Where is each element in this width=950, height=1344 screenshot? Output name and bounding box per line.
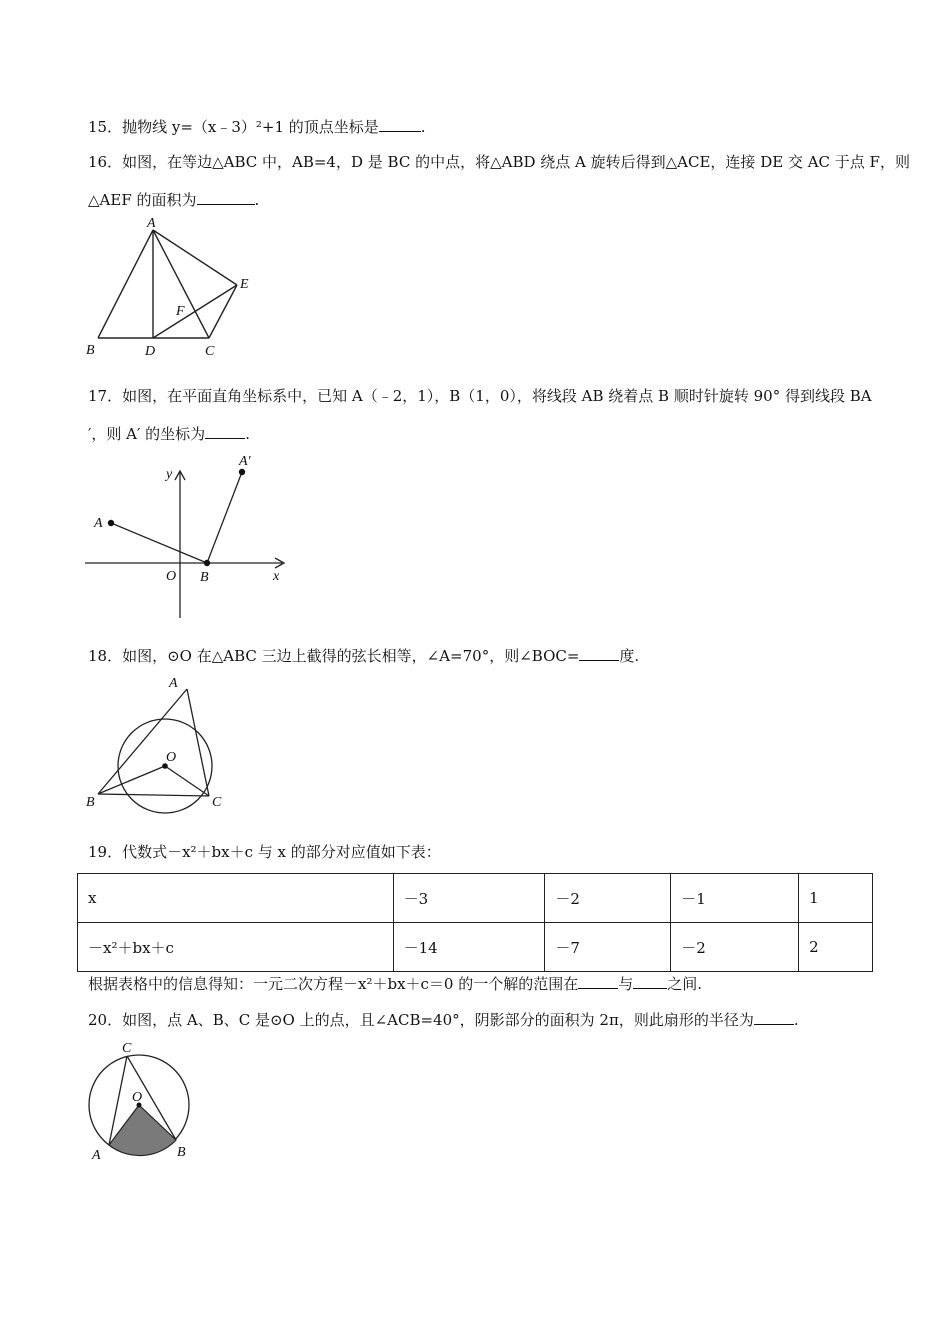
q19-answer-blank-1[interactable]: [578, 974, 618, 989]
table-row: [78, 923, 873, 972]
table-cell: －14: [393, 923, 545, 972]
q17-label-y: y: [166, 467, 173, 482]
question-16-line1: 16．如图，在等边△ABC 中，AB=4，D 是 BC 的中点，将△ABD 绕点 A 旋转后得到△ACE，连接 DE 交 AC 于点 F，则: [88, 153, 910, 171]
table-cell: －3: [393, 874, 545, 923]
q18-label-A: A: [169, 676, 178, 691]
q17-answer-blank[interactable]: [205, 424, 245, 439]
q19-value-table: [77, 873, 873, 972]
q17-end: .: [245, 425, 250, 443]
question-15: [88, 117, 426, 137]
q19-answer-blank-2[interactable]: [633, 974, 667, 989]
q16-end: .: [254, 191, 260, 209]
question-17-line1: 17．如图，在平面直角坐标系中，已知 A（﹣2，1），B（1，0），将线段 AB 绕着点 B 顺时针旋转 90° 得到线段 BA: [88, 387, 872, 405]
q18-seg-BC: [98, 794, 209, 796]
q20-figure: [84, 1037, 199, 1167]
q17-figure: [82, 450, 297, 622]
table-cell: －2: [671, 923, 799, 972]
q18-text: 18．如图，⊙O 在△ABC 三边上截得的弦长相等，∠A=70°，则∠BOC=: [88, 647, 580, 665]
q18-seg-OB: [98, 766, 165, 794]
table-row: [78, 874, 873, 923]
q16-label-F: F: [176, 304, 185, 319]
q18-figure: [82, 672, 242, 814]
q18-label-O: O: [166, 750, 177, 765]
q17-seg-AB: [111, 523, 207, 563]
question-20: [88, 1010, 799, 1030]
q15-text: 15．抛物线 y=（x﹣3）²+1 的顶点坐标是: [88, 118, 379, 136]
q18-seg-OC: [165, 766, 209, 796]
q20-label-B: B: [177, 1145, 186, 1160]
table-cell: －7: [545, 923, 671, 972]
q16-label-A: A: [147, 216, 156, 231]
q20-label-C: C: [122, 1041, 132, 1056]
table-cell: －1: [671, 874, 799, 923]
q16-label-C: C: [205, 344, 215, 359]
q20-shaded-sector: [109, 1105, 176, 1156]
q16-seg-CE: [209, 285, 237, 338]
q19-after-c: 之间.: [667, 975, 703, 993]
q19-after-b: 与: [618, 975, 634, 993]
question-19-conclusion: [88, 974, 702, 994]
q17-label-x: x: [273, 569, 280, 584]
table-cell: －x²＋bx＋c: [78, 923, 394, 972]
question-19-intro: 19．代数式－x²＋bx＋c 与 x 的部分对应值如下表：: [88, 843, 441, 861]
q15-answer-blank[interactable]: [379, 117, 421, 132]
q17-point-A: [108, 520, 114, 526]
q17-point-B: [204, 560, 210, 566]
q16-seg-DE: [153, 285, 237, 338]
q18-label-B: B: [86, 795, 95, 810]
q17-label-A-prime: A′: [239, 454, 251, 469]
q20-answer-blank[interactable]: [754, 1010, 794, 1025]
table-cell: x: [78, 874, 394, 923]
q17-label-B: B: [200, 570, 209, 585]
q17-text: ′，则 A′ 的坐标为: [88, 425, 206, 443]
q16-text: △AEF 的面积为: [88, 191, 197, 209]
q17-seg-BA-prime: [207, 472, 242, 563]
question-16-line2: [88, 190, 259, 210]
q16-figure: [82, 215, 262, 360]
q17-label-O: O: [166, 569, 177, 584]
question-18: [88, 646, 639, 666]
table-cell: 1: [799, 874, 873, 923]
q16-answer-blank[interactable]: [197, 190, 255, 205]
q17-label-A: A: [94, 516, 103, 531]
q18-seg-AB: [98, 689, 187, 794]
q19-after-a: 根据表格中的信息得知：一元二次方程－x²＋bx＋c＝0 的一个解的范围在: [88, 975, 579, 993]
q16-seg-AE: [153, 230, 237, 285]
question-17-line2: [88, 424, 250, 444]
q18-answer-blank[interactable]: [579, 646, 619, 661]
q20-label-A: A: [92, 1148, 101, 1163]
q18-end: 度.: [619, 647, 640, 665]
q17-point-A-prime: [239, 469, 245, 475]
q20-end: .: [793, 1011, 799, 1029]
table-cell: 2: [799, 923, 873, 972]
q16-label-D: D: [145, 344, 156, 359]
q16-label-E: E: [240, 277, 249, 292]
q16-seg-AC: [153, 230, 209, 338]
q16-seg-AB: [98, 230, 153, 338]
q18-label-C: C: [212, 795, 222, 810]
q16-label-B: B: [86, 343, 95, 358]
q20-label-O: O: [132, 1090, 143, 1105]
q15-end: .: [420, 118, 426, 136]
q20-text: 20．如图，点 A、B、C 是⊙O 上的点，且∠ACB=40°，阴影部分的面积为 2π，则此扇形的半径为: [88, 1011, 754, 1029]
table-cell: －2: [545, 874, 671, 923]
